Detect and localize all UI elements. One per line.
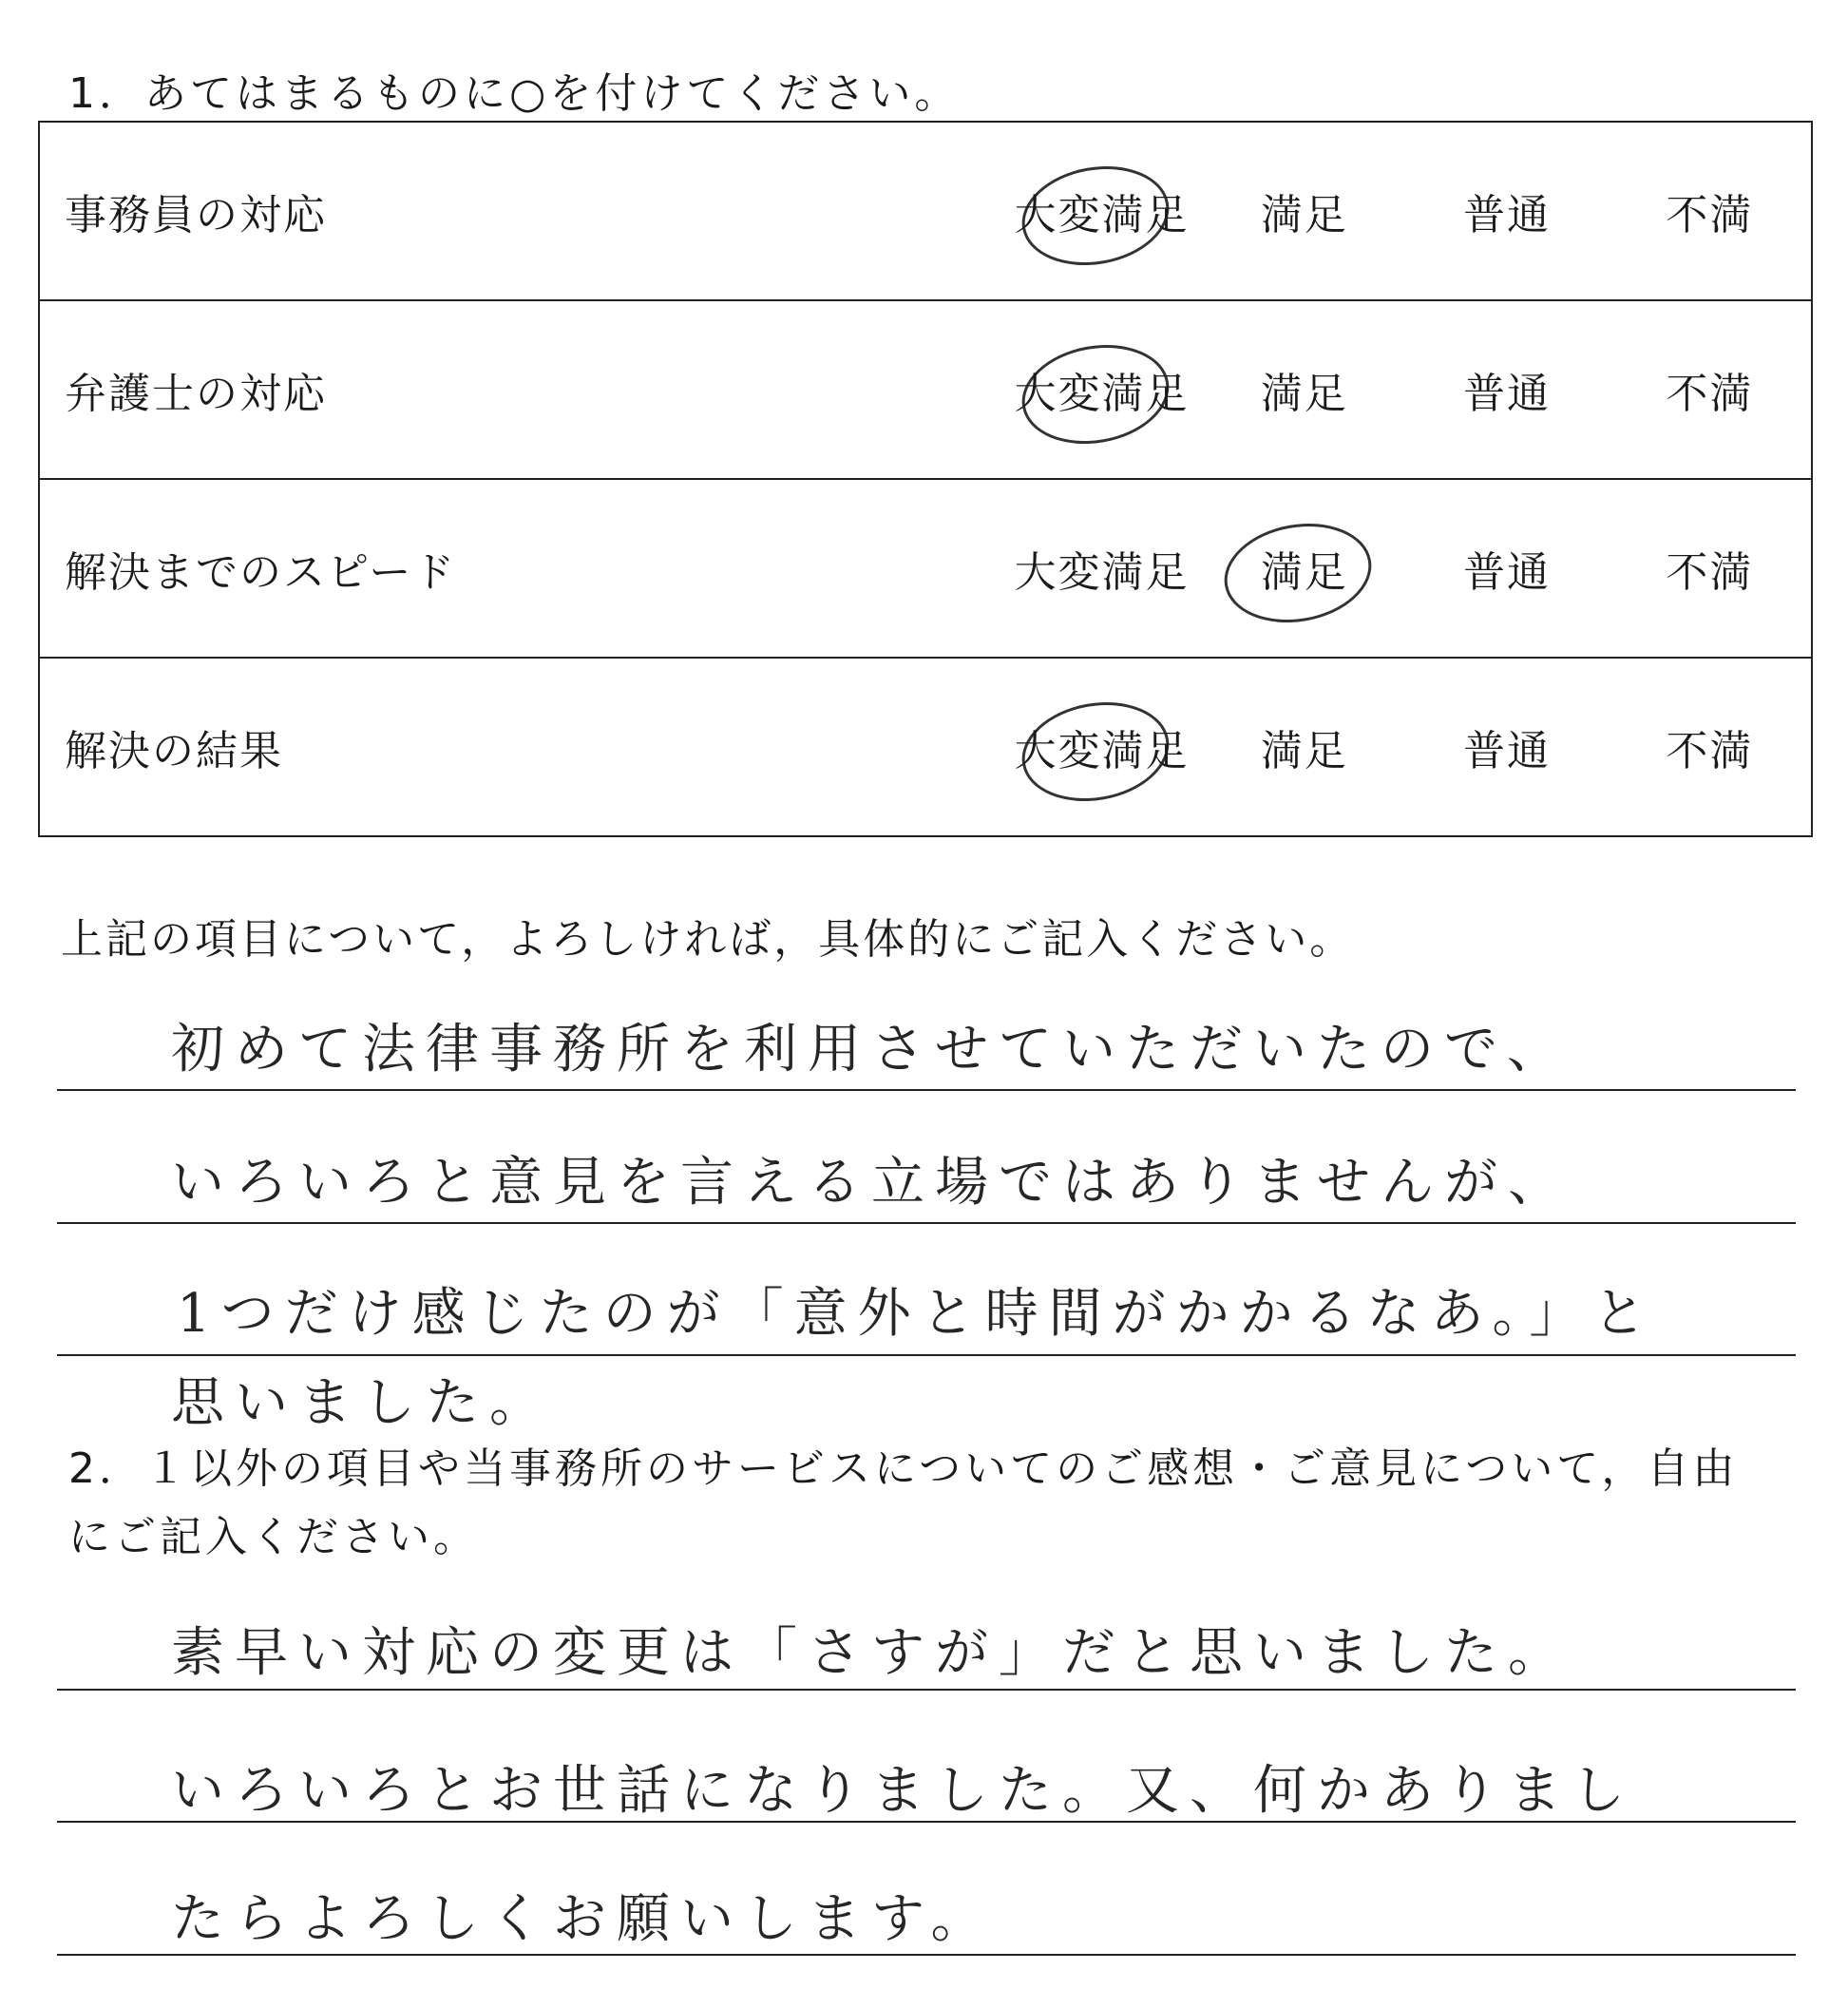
question-1-answer-line[interactable]: 思いました。 [171,1372,553,1434]
rating-option[interactable] [1405,300,1608,479]
rating-option-label: 不満 [1666,548,1754,597]
rating-option[interactable] [1000,300,1203,479]
rating-option[interactable] [1203,122,1405,300]
rating-option[interactable] [1203,300,1405,479]
writing-rule [57,1089,1796,1091]
question-1-answer-line[interactable]: 1つだけ感じたのが「意外と時間がかかるなあ。」と [177,1283,1657,1345]
rating-option[interactable] [1609,122,1812,300]
rating-option-label: 満足 [1260,191,1348,239]
question-1-note-label: 上記の項目について，よろしければ，具体的にご記入ください。 [61,915,1355,964]
rating-option-label: 普通 [1463,727,1552,775]
writing-rule [57,1821,1796,1823]
rating-option-label: 普通 [1463,370,1552,418]
rating-option[interactable] [1405,122,1608,300]
rating-option-label: 大変満足 [1014,727,1190,775]
rating-option[interactable] [1405,658,1608,836]
survey-item-label: 解決までのスピード [39,479,1000,658]
rating-option[interactable] [1000,122,1203,300]
writing-rule [57,1222,1796,1224]
question-1-heading: 1．あてはまるものに○を付けてください。 [68,69,961,118]
rating-option-label: 満足 [1260,727,1348,775]
question-2-answer-line[interactable]: いろいろとお世話になりました。又、何かありまし [171,1760,1635,1822]
rating-option[interactable] [1203,658,1405,836]
rating-option[interactable] [1000,479,1203,658]
survey-row [39,658,1812,836]
rating-option[interactable] [1405,479,1608,658]
rating-option-label: 不満 [1666,191,1754,239]
satisfaction-table [38,121,1813,837]
rating-option-label: 不満 [1666,727,1754,775]
survey-item-label: 解決の結果 [39,658,1000,836]
rating-option[interactable] [1609,479,1812,658]
question-2-answer-line[interactable]: 素早い対応の変更は「さすが」だと思いました。 [171,1622,1572,1684]
rating-option-label: 不満 [1666,370,1754,418]
rating-option[interactable] [1203,479,1405,658]
rating-option[interactable] [1609,658,1812,836]
question-1-answer-line[interactable]: いろいろと意見を言える立場ではありませんが、 [171,1152,1572,1214]
survey-item-label: 弁護士の対応 [39,300,1000,479]
survey-row [39,479,1812,658]
rating-option-label: 普通 [1463,191,1552,239]
rating-option[interactable] [1609,300,1812,479]
rating-option-label: 満足 [1260,548,1348,597]
writing-rule [57,1689,1796,1691]
question-2-heading: 2．１以外の項目や当事務所のサービスについてのご感想・ご意見について，自由にご記入ください。 [68,1444,1739,1561]
question-2-answer-line[interactable]: たらよろしくお願いします。 [171,1888,995,1950]
rating-option-label: 大変満足 [1014,370,1190,418]
rating-option-label: 大変満足 [1014,191,1190,239]
survey-row [39,122,1812,300]
writing-rule [57,1954,1796,1956]
question-1-answer-line[interactable]: 初めて法律事務所を利用させていただいたので、 [171,1019,1571,1080]
survey-item-label: 事務員の対応 [39,122,1000,300]
rating-option[interactable] [1000,658,1203,836]
rating-option-label: 普通 [1463,548,1552,597]
survey-row [39,300,1812,479]
writing-rule [57,1354,1796,1356]
rating-option-label: 満足 [1260,370,1348,418]
rating-option-label: 大変満足 [1014,548,1190,597]
